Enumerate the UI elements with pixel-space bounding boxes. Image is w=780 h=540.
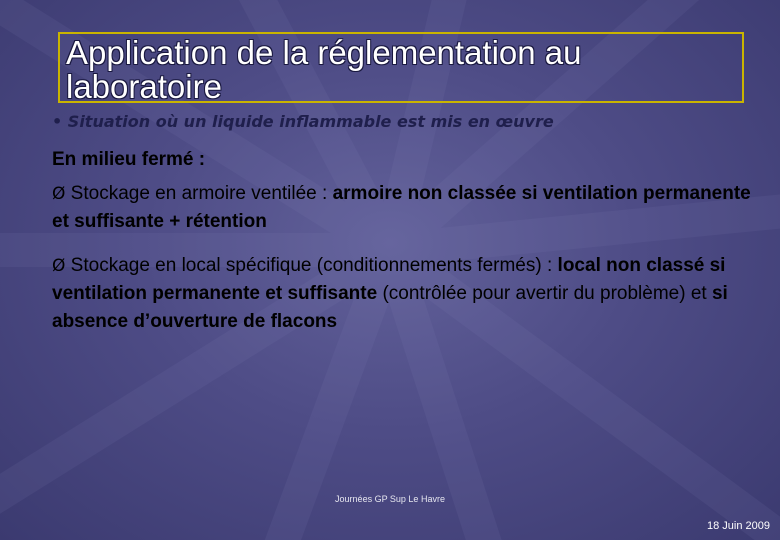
bullet-local-text-2: (contrôlée pour avertir du problème) et [377,283,712,304]
slide-content [52,146,764,352]
bullet-local [52,252,764,336]
slide-subtitle: • Situation où un liquide inflammable est mis en œuvre [52,112,554,131]
bullet-local-bold-1: local non classé si ventilation permanente et suffisante [52,255,726,304]
footer-event: Journées GP Sup Le Havre [335,494,445,504]
bullet-armoire-bold: armoire non classée si ventilation permanente et suffisante + rétention [52,183,751,232]
bullet-local-text-1: Stockage en local spécifique (conditionnements fermés) : [65,255,558,276]
bullet-armoire [52,180,764,236]
arrow-bullet-icon: Ø [52,184,66,204]
slide-title: Application de la réglementation au laboratoire [66,34,582,105]
section-label: En milieu fermé : [52,149,206,170]
bullet-armoire-text: Stockage en armoire ventilée : [65,183,333,204]
footer-date: 18 Juin 2009 [707,520,770,532]
arrow-bullet-icon: Ø [52,256,66,276]
bullet-local-bold-2: si absence d’ouverture de flacons [52,283,728,332]
title-frame [58,32,744,103]
